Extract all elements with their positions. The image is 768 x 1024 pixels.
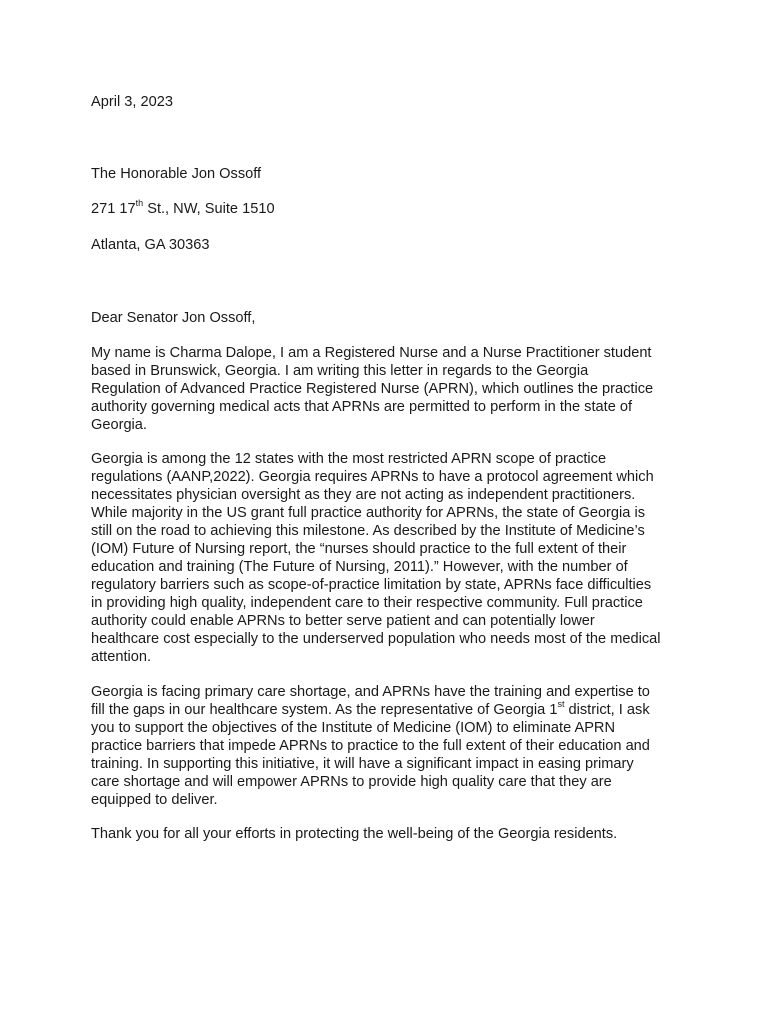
paragraph-line: still on the road to achieving this milestone. As described by the Institute of Medicine’s — [91, 523, 645, 539]
paragraph-line: you to support the objectives of the Institute of Medicine (IOM) to eliminate APRN — [91, 720, 616, 736]
paragraph-regulations — [91, 450, 691, 666]
paragraph-line: healthcare cost especially to the underserved population who needs most of the medical — [91, 631, 661, 647]
paragraph-line: practice barriers that impede APRNs to practice to the full extent of their education and — [91, 738, 650, 754]
paragraph-request — [91, 683, 691, 809]
paragraph-line: authority could enable APRNs to better serve patient and can potentially lower — [91, 613, 595, 629]
paragraph-line: While majority in the US grant full practice authority for APRNs, the state of Georgia is — [91, 505, 645, 521]
recipient-name: The Honorable Jon Ossoff — [91, 166, 262, 182]
paragraph-line: education and training (The Future of Nursing, 2011).” However, with the number of — [91, 559, 628, 575]
paragraph-line: My name is Charma Dalope, I am a Registered Nurse and a Nurse Practitioner student — [91, 345, 652, 361]
paragraph-line: in providing high quality, independent care to their respective community. Full practice — [91, 595, 643, 611]
paragraph-line: attention. — [91, 649, 152, 665]
paragraph-line: equipped to deliver. — [91, 792, 218, 808]
paragraph-line: training. In supporting this initiative, it will have a significant impact in easing primary — [91, 756, 634, 772]
paragraph-line: Georgia. — [91, 417, 147, 433]
line-text: fill the gaps in our healthcare system. As the representative of Georgia 1 — [91, 702, 558, 718]
street-rest: St., NW, Suite 1510 — [143, 201, 275, 217]
street-number: 271 17 — [91, 201, 136, 217]
closing: Thank you for all your efforts in protecting the well-being of the Georgia residents. — [91, 826, 618, 842]
letter-date: April 3, 2023 — [91, 94, 173, 110]
paragraph-line: regulations (AANP,2022). Georgia requires APRNs to have a protocol agreement which — [91, 469, 654, 485]
paragraph-line — [91, 701, 691, 719]
paragraph-line: Georgia is facing primary care shortage, and APRNs have the training and expertise to — [91, 684, 650, 700]
street-ordinal: th — [135, 198, 144, 209]
district-ordinal: st — [557, 699, 565, 710]
paragraph-line: regulatory barriers such as scope-of-practice limitation by state, APRNs face difficulties — [91, 577, 652, 593]
paragraph-line: based in Brunswick, Georgia. I am writing this letter in regards to the Georgia — [91, 363, 589, 379]
salutation: Dear Senator Jon Ossoff, — [91, 310, 256, 326]
paragraph-line: (IOM) Future of Nursing report, the “nurses should practice to the full extent of their — [91, 541, 627, 557]
paragraph-introduction — [91, 344, 691, 434]
paragraph-line: Regulation of Advanced Practice Registered Nurse (APRN), which outlines the practice — [91, 381, 654, 397]
recipient-city: Atlanta, GA 30363 — [91, 237, 210, 253]
paragraph-line: necessitates physician oversight as they are not acting as independent practitioners. — [91, 487, 636, 503]
line-text: district, I ask — [564, 702, 650, 718]
recipient-street — [91, 200, 275, 218]
paragraph-line: Georgia is among the 12 states with the most restricted APRN scope of practice — [91, 451, 607, 467]
paragraph-line: care shortage and will empower APRNs to provide high quality care that they are — [91, 774, 612, 790]
paragraph-line: authority governing medical acts that APRNs are permitted to perform in the state of — [91, 399, 633, 415]
